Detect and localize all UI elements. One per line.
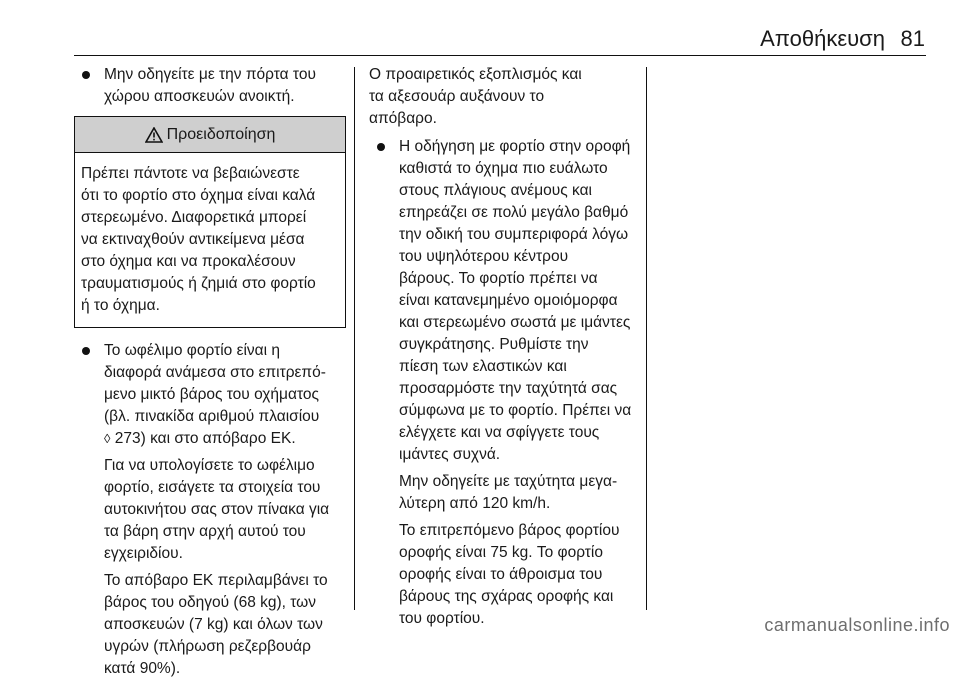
text-line: στο όχημα και να προκαλέσουν <box>81 253 296 270</box>
text-line: Μην οδηγείτε με ταχύτητα μεγα‐ <box>399 473 618 490</box>
bullet-item-payload <box>74 340 346 450</box>
text-line: διαφορά ανάμεσα στο επιτρεπό‐ <box>104 364 326 381</box>
left-column <box>74 64 346 680</box>
text-line: καθιστά το όχημα πιο ευάλωτο <box>399 160 608 177</box>
page-title: Αποθήκευση <box>760 26 885 51</box>
paragraph-roof-weight <box>369 520 641 630</box>
text-line: Μην οδηγείτε με την πόρτα του <box>104 66 316 83</box>
warning-triangle-icon <box>145 127 163 143</box>
text-line: ιμάντες συχνά. <box>399 446 501 463</box>
column-divider-1 <box>354 67 355 610</box>
text-line: ή το όχημα. <box>81 297 160 314</box>
warning-title: Προειδοποίηση <box>166 125 276 143</box>
text-line: οροφής είναι το άθροισμα του <box>399 566 603 583</box>
text-line: Το απόβαρο ΕΚ περιλαμβάνει το <box>104 572 328 589</box>
text-line: (βλ. πινακίδα αριθμού πλαισίου <box>104 408 320 425</box>
text-line: υγρών (πλήρωση ρεζερβουάρ <box>104 638 311 655</box>
warning-body <box>75 153 345 327</box>
text-line: Η οδήγηση με φορτίο στην οροφή <box>399 138 631 155</box>
text-line: είναι κατανεμημένο ομοιόμορφα <box>399 292 618 309</box>
page-number: 81 <box>900 26 925 51</box>
text-line: Πρέπει πάντοτε να βεβαιώνεστε <box>81 165 300 182</box>
text-line: Ο προαιρετικός εξοπλισμός και <box>369 66 582 83</box>
text-line: τα αξεσουάρ αυξάνουν το <box>369 88 545 105</box>
paragraph-speed-limit <box>369 471 641 515</box>
text-line: να εκτιναχθούν αντικείμενα μέσα <box>81 231 305 248</box>
text-line: επηρεάζει σε πολύ μεγάλο βαθμό <box>399 204 629 221</box>
text-line: Το ωφέλιμο φορτίο είναι η <box>104 342 281 359</box>
text-line: προσαρμόστε την ταχύτητά σας <box>399 380 618 397</box>
text-line: την οδική του συμπεριφορά λόγω <box>399 226 629 243</box>
text-line: Για να υπολογίσετε το ωφέλιμο <box>104 457 315 474</box>
text-line: και στερεωμένο σωστά με ιμάντες <box>399 314 631 331</box>
text-line: στερεωμένο. Διαφορετικά μπορεί <box>81 209 307 226</box>
text-line: μενο μικτό βάρος του οχήματος <box>104 386 319 403</box>
text-line: βάρους της σχάρας οροφής και <box>399 588 614 605</box>
text-line: συγκράτησης. Ρυθμίστε την <box>399 336 589 353</box>
text-line: φορτίο, εισάγετε τα στοιχεία του <box>104 479 321 496</box>
paragraph-payload-calc <box>74 455 346 565</box>
header-rule <box>74 55 926 56</box>
page-reference-icon[interactable]: ◊ <box>104 431 111 446</box>
text-line: αυτοκινήτου σας στον πίνακα για <box>104 501 330 518</box>
text-line: σύμφωνα με το φορτίο. Πρέπει να <box>399 402 632 419</box>
text-line: στους πλάγιους ανέμους και <box>399 182 592 199</box>
page-reference-text: 273) και στο απόβαρο ΕΚ. <box>110 430 296 447</box>
text-line: κατά 90%). <box>104 660 181 677</box>
text-line: οροφής είναι 75 kg. Το φορτίο <box>399 544 603 561</box>
text-line: ότι το φορτίο στο όχημα είναι καλά <box>81 187 316 204</box>
text-line: εγχειριδίου. <box>104 545 183 562</box>
text-line: βάρος του οδηγού (68 kg), των <box>104 594 317 611</box>
text-line: πίεση των ελαστικών και <box>399 358 567 375</box>
text-line: Το επιτρεπόμενο βάρος φορτίου <box>399 522 620 539</box>
text-line: απόβαρο. <box>369 110 437 127</box>
paragraph-curb-weight <box>74 570 346 680</box>
column-divider-2 <box>646 67 647 610</box>
bullet-item-door <box>74 64 346 108</box>
text-line: ελέγχετε και να σφίγγετε τους <box>399 424 600 441</box>
text-line: αποσκευών (7 kg) και όλων των <box>104 616 323 633</box>
bullet-item-roof-load <box>369 136 641 466</box>
text-line: βάρους. Το φορτίο πρέπει να <box>399 270 598 287</box>
text-line: τραυματισμούς ή ζημιά στο φορτίο <box>81 275 316 292</box>
text-line: του φορτίου. <box>399 610 485 627</box>
text-line: του υψηλότερου κέντρου <box>399 248 569 265</box>
right-column <box>369 64 641 630</box>
text-line: χώρου αποσκευών ανοικτή. <box>104 88 295 105</box>
paragraph-accessories <box>369 64 641 130</box>
text-line <box>104 428 346 450</box>
text-line: τα βάρη στην αρχή αυτού του <box>104 523 306 540</box>
warning-box <box>74 116 346 328</box>
watermark: carmanualsonline.info <box>764 615 950 635</box>
text-line: λύτερη από 120 km/h. <box>399 495 551 512</box>
warning-header <box>75 117 345 153</box>
